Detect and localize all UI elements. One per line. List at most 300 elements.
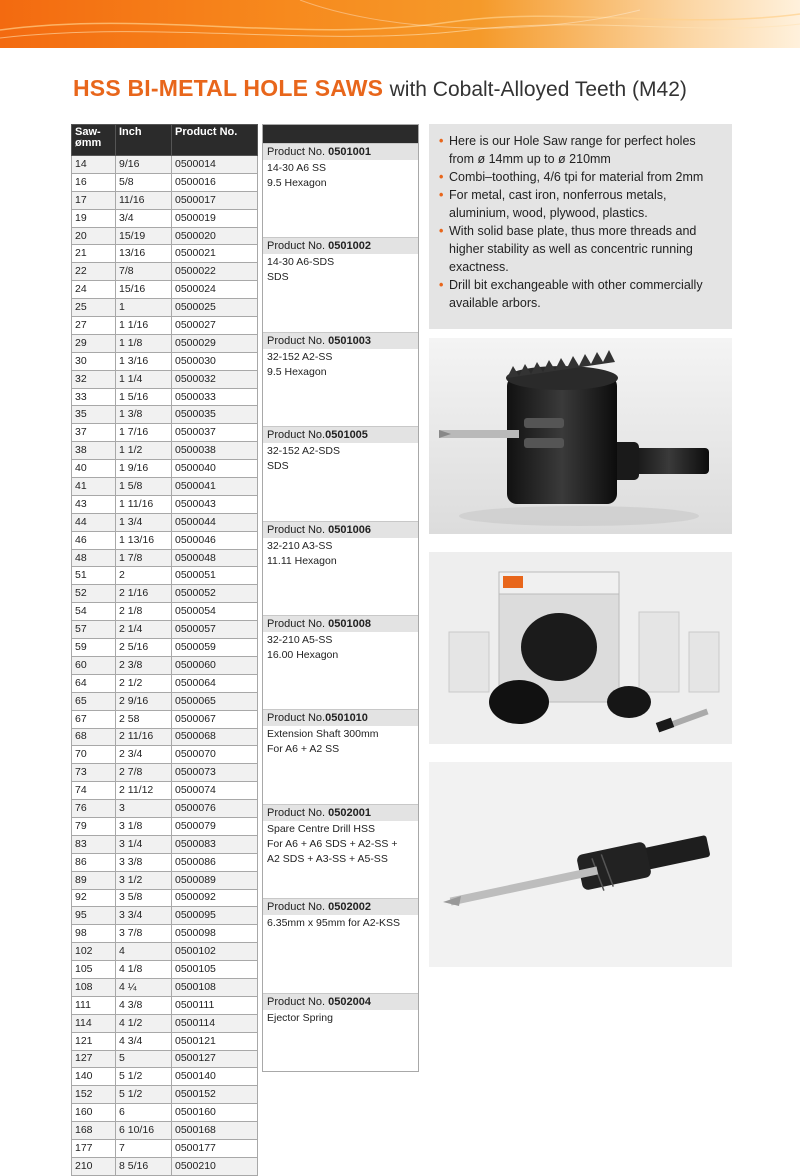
feature-text: Combi–toothing, 4/6 tpi for material from 2mm [449, 170, 704, 184]
product-entry-heading [263, 332, 418, 349]
cell-product-no: 0500033 [172, 388, 258, 406]
table-row [72, 299, 258, 317]
table-row [72, 692, 258, 710]
cell-saw-mm: 65 [72, 692, 116, 710]
feature-text: Drill bit exchangeable with other commercially available arbors. [449, 278, 703, 310]
product-no-label: Product No. [267, 429, 326, 442]
cell-saw-mm: 114 [72, 1014, 116, 1032]
cell-product-no: 0500098 [172, 925, 258, 943]
table-row [72, 782, 258, 800]
cell-product-no: 0500048 [172, 549, 258, 567]
table-row [72, 925, 258, 943]
cell-product-no: 0500092 [172, 889, 258, 907]
product-entry-heading [263, 521, 418, 538]
cell-saw-mm: 14 [72, 156, 116, 174]
cell-product-no: 0500046 [172, 531, 258, 549]
hole-saw-kit-image [429, 552, 732, 744]
product-no-value: 0501003 [328, 334, 371, 347]
table-row [72, 1086, 258, 1104]
cell-product-no: 0500030 [172, 352, 258, 370]
page-title [73, 74, 687, 104]
cell-inch: 3 3/4 [116, 907, 172, 925]
table-row [72, 817, 258, 835]
product-no-value: 0501001 [328, 146, 371, 158]
cell-saw-mm: 32 [72, 370, 116, 388]
table-row [72, 639, 258, 657]
cell-inch: 2 1/2 [116, 674, 172, 692]
cell-product-no: 0500021 [172, 245, 258, 263]
cell-inch: 1 1/16 [116, 317, 172, 335]
bullet-dot-icon: • [439, 224, 444, 238]
product-description-line: 9.5 Hexagon [267, 177, 327, 189]
table-row [72, 531, 258, 549]
product-description-line: 9.5 Hexagon [267, 365, 327, 378]
cell-saw-mm: 17 [72, 191, 116, 209]
cell-product-no: 0500127 [172, 1050, 258, 1068]
cell-inch: 3/4 [116, 209, 172, 227]
cell-inch: 3 3/8 [116, 853, 172, 871]
cell-product-no: 0500105 [172, 961, 258, 979]
cell-saw-mm: 44 [72, 513, 116, 531]
feature-text: For metal, cast iron, nonferrous metals, aluminium, wood, plywood, plastics. [449, 188, 667, 220]
cell-saw-mm: 121 [72, 1032, 116, 1050]
cell-saw-mm: 38 [72, 442, 116, 460]
cell-saw-mm: 68 [72, 728, 116, 746]
cell-inch: 6 [116, 1104, 172, 1122]
product-no-value: 0501008 [328, 618, 371, 630]
cell-inch: 1 1/8 [116, 334, 172, 352]
hole-saw-image [429, 338, 732, 534]
cell-inch: 8 5/16 [116, 1157, 172, 1175]
product-entry [263, 993, 418, 1025]
product-entry [263, 898, 418, 930]
product-description-line: 11.11 Hexagon [267, 554, 337, 567]
table-row [72, 585, 258, 603]
table-row [72, 173, 258, 191]
cell-inch: 3 5/8 [116, 889, 172, 907]
cell-product-no: 0500041 [172, 478, 258, 496]
photo-hole-saw [429, 338, 732, 534]
cell-inch: 3 [116, 800, 172, 818]
cell-inch: 4 3/4 [116, 1032, 172, 1050]
cell-product-no: 0500027 [172, 317, 258, 335]
cell-saw-mm: 33 [72, 388, 116, 406]
cell-saw-mm: 168 [72, 1122, 116, 1140]
cell-product-no: 0500065 [172, 692, 258, 710]
table-row [72, 1050, 258, 1068]
cell-saw-mm: 76 [72, 800, 116, 818]
table-row [72, 1122, 258, 1140]
product-entry [263, 804, 418, 866]
table-row [72, 191, 258, 209]
cell-product-no: 0500064 [172, 674, 258, 692]
product-no-label: Product No. [267, 146, 329, 158]
cell-product-no: 0500017 [172, 191, 258, 209]
cell-product-no: 0500019 [172, 209, 258, 227]
cell-product-no: 0500152 [172, 1086, 258, 1104]
cell-product-no: 0500114 [172, 1014, 258, 1032]
cell-product-no: 0500025 [172, 299, 258, 317]
cell-inch: 5 [116, 1050, 172, 1068]
table-row [72, 1157, 258, 1175]
cell-product-no: 0500076 [172, 800, 258, 818]
table-row [72, 460, 258, 478]
cell-saw-mm: 60 [72, 656, 116, 674]
bullet-dot-icon: • [439, 170, 444, 184]
cell-inch: 1 3/16 [116, 352, 172, 370]
features-list [439, 132, 722, 312]
cell-saw-mm: 70 [72, 746, 116, 764]
cell-inch: 4 1/2 [116, 1014, 172, 1032]
cell-inch: 1 3/8 [116, 406, 172, 424]
product-description-line: 32-152 A2-SS [267, 350, 333, 363]
table-row [72, 853, 258, 871]
cell-inch: 1 1/4 [116, 370, 172, 388]
cell-inch: 11/16 [116, 191, 172, 209]
product-entry-heading [263, 804, 418, 821]
cell-saw-mm: 102 [72, 943, 116, 961]
table-row [72, 907, 258, 925]
table-row [72, 352, 258, 370]
cell-saw-mm: 160 [72, 1104, 116, 1122]
product-description-line: For A6 + A6 SDS + A2-SS + [267, 837, 398, 850]
table-row [72, 621, 258, 639]
cell-saw-mm: 52 [72, 585, 116, 603]
table-row [72, 424, 258, 442]
feature-bullet [439, 132, 722, 168]
table-row [72, 370, 258, 388]
table-row [72, 943, 258, 961]
feature-text: With solid base plate, thus more threads and higher stability as well as concentric running exactness. [449, 224, 697, 274]
product-entry-heading [263, 993, 418, 1010]
table-row [72, 388, 258, 406]
product-entry-heading [263, 426, 418, 443]
cell-product-no: 0500168 [172, 1122, 258, 1140]
product-entry [263, 709, 418, 756]
table-row [72, 281, 258, 299]
cell-product-no: 0500086 [172, 853, 258, 871]
feature-bullet [439, 222, 722, 276]
cell-saw-mm: 16 [72, 173, 116, 191]
cell-product-no: 0500210 [172, 1157, 258, 1175]
product-description-line: Extension Shaft 300mm [267, 728, 379, 741]
product-no-value: 0502001 [328, 806, 371, 819]
cell-inch: 2 3/8 [116, 656, 172, 674]
cell-inch: 6 10/16 [116, 1122, 172, 1140]
cell-saw-mm: 73 [72, 764, 116, 782]
product-description-line: SDS [267, 271, 289, 284]
cell-product-no: 0500160 [172, 1104, 258, 1122]
product-no-value: 0501002 [328, 240, 371, 253]
product-no-label: Product No. [267, 712, 326, 725]
cell-inch: 1 11/16 [116, 495, 172, 513]
cell-inch: 2 11/16 [116, 728, 172, 746]
table-row [72, 1068, 258, 1086]
cell-saw-mm: 83 [72, 835, 116, 853]
cell-inch: 15/16 [116, 281, 172, 299]
table-header-row [72, 125, 258, 156]
cell-saw-mm: 48 [72, 549, 116, 567]
cell-saw-mm: 25 [72, 299, 116, 317]
cell-product-no: 0500024 [172, 281, 258, 299]
cell-inch: 1 5/16 [116, 388, 172, 406]
table-row [72, 245, 258, 263]
cell-saw-mm: 177 [72, 1139, 116, 1157]
cell-saw-mm: 79 [72, 817, 116, 835]
product-description-line: 14-30 A6 SS [267, 162, 326, 174]
cell-saw-mm: 95 [72, 907, 116, 925]
cell-product-no: 0500060 [172, 656, 258, 674]
table-row [72, 156, 258, 174]
product-no-label: Product No. [267, 240, 329, 253]
table-row [72, 800, 258, 818]
page-title-subtitle: with Cobalt-Alloyed Teeth (M42) [389, 78, 687, 101]
table-row [72, 1104, 258, 1122]
feature-bullet [439, 168, 722, 186]
cell-saw-mm: 89 [72, 871, 116, 889]
cell-product-no: 0500020 [172, 227, 258, 245]
cell-saw-mm: 127 [72, 1050, 116, 1068]
cell-saw-mm: 29 [72, 334, 116, 352]
table-row [72, 1139, 258, 1157]
product-no-label: Product No. [267, 523, 329, 536]
cell-saw-mm: 86 [72, 853, 116, 871]
cell-inch: 15/19 [116, 227, 172, 245]
cell-saw-mm: 108 [72, 978, 116, 996]
cell-product-no: 0500044 [172, 513, 258, 531]
header-saw-mm: Saw- ømm [72, 125, 116, 156]
cell-inch: 4 [116, 943, 172, 961]
table-row [72, 442, 258, 460]
cell-inch: 2 58 [116, 710, 172, 728]
product-description-line: 6.35mm x 95mm for A2-KSS [267, 917, 401, 930]
cell-product-no: 0500057 [172, 621, 258, 639]
product-description-line: 14-30 A6-SDS [267, 256, 335, 269]
feature-bullet [439, 276, 722, 312]
table-row [72, 871, 258, 889]
cell-product-no: 0500038 [172, 442, 258, 460]
product-description-line: SDS [267, 460, 289, 473]
cell-inch: 5 1/2 [116, 1068, 172, 1086]
table-row [72, 961, 258, 979]
cell-saw-mm: 51 [72, 567, 116, 585]
table-row [72, 513, 258, 531]
cell-product-no: 0500068 [172, 728, 258, 746]
header-banner [0, 0, 800, 48]
feature-bullet [439, 186, 722, 222]
cell-inch: 2 9/16 [116, 692, 172, 710]
cell-product-no: 0500022 [172, 263, 258, 281]
product-entry-heading [263, 237, 418, 254]
cell-saw-mm: 54 [72, 603, 116, 621]
cell-saw-mm: 46 [72, 531, 116, 549]
product-description-line: 32-210 A3-SS [267, 539, 333, 552]
table-row [72, 1032, 258, 1050]
product-no-value: 0501006 [328, 523, 371, 536]
cell-saw-mm: 41 [72, 478, 116, 496]
cell-inch: 4 1/8 [116, 961, 172, 979]
cell-inch: 2 1/4 [116, 621, 172, 639]
cell-inch: 1 13/16 [116, 531, 172, 549]
table-row [72, 495, 258, 513]
cell-saw-mm: 30 [72, 352, 116, 370]
cell-saw-mm: 98 [72, 925, 116, 943]
cell-inch: 4 ¼ [116, 978, 172, 996]
cell-product-no: 0500111 [172, 996, 258, 1014]
product-no-label: Product No. [267, 334, 329, 347]
table-row [72, 764, 258, 782]
cell-saw-mm: 35 [72, 406, 116, 424]
cell-product-no: 0500177 [172, 1139, 258, 1157]
cell-inch: 9/16 [116, 156, 172, 174]
product-description-line: For A6 + A2 SS [267, 743, 340, 756]
cell-product-no: 0500014 [172, 156, 258, 174]
cell-saw-mm: 92 [72, 889, 116, 907]
product-no-label: Product No. [267, 618, 329, 630]
table-row [72, 549, 258, 567]
cell-saw-mm: 57 [72, 621, 116, 639]
product-entry-heading [263, 143, 418, 160]
cell-product-no: 0500054 [172, 603, 258, 621]
cell-inch: 5 1/2 [116, 1086, 172, 1104]
product-description-line: Ejector Spring [267, 1011, 333, 1024]
cell-inch: 1 7/8 [116, 549, 172, 567]
table-row [72, 263, 258, 281]
table-row [72, 334, 258, 352]
cell-saw-mm: 67 [72, 710, 116, 728]
cell-inch: 1 5/8 [116, 478, 172, 496]
product-number-column [262, 124, 419, 1072]
cell-product-no: 0500121 [172, 1032, 258, 1050]
cell-saw-mm: 27 [72, 317, 116, 335]
cell-product-no: 0500074 [172, 782, 258, 800]
product-no-value: 0502002 [328, 901, 371, 914]
header-product-no: Product No. [172, 125, 258, 156]
table-row [72, 728, 258, 746]
cell-product-no: 0500089 [172, 871, 258, 889]
page-title-bold: HSS BI-METAL HOLE SAWS [73, 75, 384, 101]
cell-product-no: 0500067 [172, 710, 258, 728]
table-row [72, 406, 258, 424]
hole-saw-size-table [71, 124, 258, 1176]
cell-saw-mm: 210 [72, 1157, 116, 1175]
cell-product-no: 0500095 [172, 907, 258, 925]
cell-product-no: 0500037 [172, 424, 258, 442]
table-row [72, 656, 258, 674]
cell-saw-mm: 140 [72, 1068, 116, 1086]
table-row [72, 567, 258, 585]
product-no-label: Product No. [267, 901, 329, 914]
cell-inch: 2 11/12 [116, 782, 172, 800]
product-entry [263, 426, 418, 473]
cell-inch: 3 7/8 [116, 925, 172, 943]
table-row [72, 674, 258, 692]
cell-saw-mm: 22 [72, 263, 116, 281]
cell-product-no: 0500040 [172, 460, 258, 478]
cell-inch: 7 [116, 1139, 172, 1157]
table-row [72, 746, 258, 764]
bullet-dot-icon: • [439, 278, 444, 292]
cell-product-no: 0500051 [172, 567, 258, 585]
cell-saw-mm: 37 [72, 424, 116, 442]
cell-product-no: 0500102 [172, 943, 258, 961]
cell-saw-mm: 19 [72, 209, 116, 227]
cell-product-no: 0500140 [172, 1068, 258, 1086]
cell-inch: 2 3/4 [116, 746, 172, 764]
cell-saw-mm: 21 [72, 245, 116, 263]
table-row [72, 227, 258, 245]
product-description-line: 32-210 A5-SS [267, 634, 333, 646]
product-description-line: A2 SDS + A3-SS + A5-SS [267, 852, 388, 865]
product-no-label: Product No. [267, 806, 329, 819]
cell-saw-mm: 152 [72, 1086, 116, 1104]
cell-inch: 3 1/8 [116, 817, 172, 835]
cell-saw-mm: 64 [72, 674, 116, 692]
cell-saw-mm: 20 [72, 227, 116, 245]
product-description-line: Spare Centre Drill HSS [267, 822, 375, 835]
cell-product-no: 0500059 [172, 639, 258, 657]
product-entry-heading [263, 709, 418, 726]
cell-inch: 4 3/8 [116, 996, 172, 1014]
product-column-header [263, 125, 418, 143]
features-panel [429, 124, 732, 329]
product-entry [263, 332, 418, 379]
cell-product-no: 0500079 [172, 817, 258, 835]
cell-saw-mm: 111 [72, 996, 116, 1014]
product-entry-heading [263, 615, 418, 632]
cell-inch: 1 9/16 [116, 460, 172, 478]
header-inch: Inch [116, 125, 172, 156]
cell-inch: 13/16 [116, 245, 172, 263]
product-no-value: 0501005 [325, 429, 368, 442]
cell-product-no: 0500070 [172, 746, 258, 764]
cell-inch: 2 1/16 [116, 585, 172, 603]
cell-product-no: 0500016 [172, 173, 258, 191]
photo-arbor [429, 762, 732, 967]
table-row [72, 978, 258, 996]
cell-inch: 3 1/2 [116, 871, 172, 889]
feature-text: Here is our Hole Saw range for perfect holes from ø 14mm up to ø 210mm [449, 134, 696, 166]
table-row [72, 835, 258, 853]
product-description-line: 32-152 A2-SDS [267, 445, 340, 458]
product-entry-heading [263, 898, 418, 915]
product-entry [263, 237, 418, 284]
cell-inch: 1 3/4 [116, 513, 172, 531]
bullet-dot-icon: • [439, 188, 444, 202]
arbor-image [429, 762, 732, 967]
cell-inch: 5/8 [116, 173, 172, 191]
product-entry [263, 143, 418, 190]
cell-product-no: 0500035 [172, 406, 258, 424]
cell-inch: 2 7/8 [116, 764, 172, 782]
table-row [72, 889, 258, 907]
cell-saw-mm: 24 [72, 281, 116, 299]
cell-saw-mm: 105 [72, 961, 116, 979]
cell-product-no: 0500083 [172, 835, 258, 853]
product-entry [263, 615, 418, 662]
table-row [72, 710, 258, 728]
cell-product-no: 0500043 [172, 495, 258, 513]
cell-inch: 1 [116, 299, 172, 317]
table-row [72, 603, 258, 621]
cell-inch: 2 [116, 567, 172, 585]
product-description-line: 16.00 Hexagon [267, 649, 339, 661]
cell-saw-mm: 74 [72, 782, 116, 800]
table-body [72, 156, 258, 1176]
table-row [72, 478, 258, 496]
cell-saw-mm: 43 [72, 495, 116, 513]
product-entry [263, 521, 418, 568]
